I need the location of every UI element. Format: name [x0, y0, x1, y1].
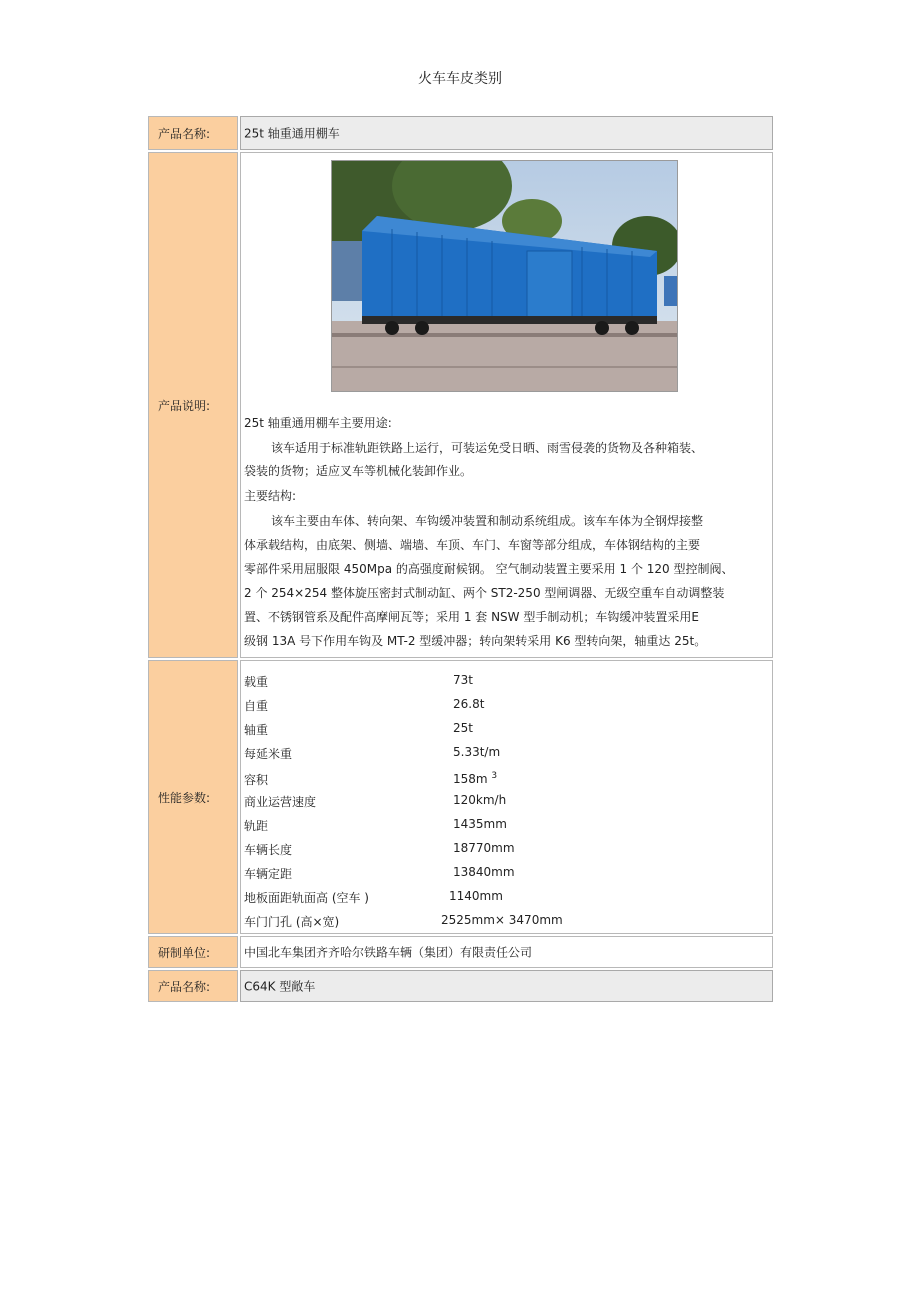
spec-value: 1140mm — [449, 889, 503, 903]
spec-name: 轴重 — [244, 723, 269, 737]
spec-name: 容积 — [244, 773, 269, 787]
spec-value: 1435mm — [453, 817, 507, 831]
spec-value: 5.33t/m — [453, 745, 501, 759]
spec-value: 73t — [453, 673, 473, 687]
spec-name: 车门门孔 (高×宽) — [244, 915, 340, 929]
spec-name: 地板面距轨面高 (空车 ) — [244, 891, 369, 905]
spec-value: 13840mm — [453, 865, 515, 879]
spec-name: 自重 — [244, 699, 269, 713]
usage-line-2: 袋装的货物；适应叉车等机械化装卸作业。 — [244, 464, 473, 478]
unit-superscript: 3 — [491, 771, 498, 781]
specs-label: 性能参数: — [148, 660, 238, 934]
document-title: 火车车皮类别 — [418, 71, 502, 87]
spec-value: 25t — [453, 721, 473, 735]
product-name-cell — [240, 116, 773, 150]
product-name-row-2 — [148, 970, 773, 1002]
spec-name: 商业运营速度 — [244, 795, 317, 809]
developer-cell — [240, 936, 773, 968]
spec-value: 2525mm× 3470mm — [441, 913, 563, 927]
developer-row — [148, 936, 773, 968]
description-label: 产品说明: — [148, 152, 238, 658]
spec-name: 轨距 — [244, 819, 269, 833]
structure-line-1: 该车主要由车体、转向架、车钩缓冲装置和制动系统组成。该车车体为全钢焊接整 — [271, 514, 704, 528]
spec-value: 120km/h — [453, 793, 507, 807]
boxcar-photo — [331, 160, 678, 392]
product-name-cell-2 — [240, 970, 773, 1002]
specs-cell — [240, 660, 773, 934]
product-name-row — [148, 116, 773, 150]
structure-line-3: 零部件采用屈服限 450Mpa 的高强度耐候钢。 空气制动装置主要采用 1 个 120 型控制阀、 — [244, 562, 734, 576]
spec-name: 每延米重 — [244, 747, 293, 761]
spec-value: 18770mm — [453, 841, 515, 855]
structure-line-2: 体承载结构，由底架、侧墙、端墙、车顶、车门、车窗等部分组成，车体钢结构的主要 — [244, 538, 701, 552]
spec-name: 车辆长度 — [244, 843, 293, 857]
product-name-value-2: C64K 型敞车 — [244, 979, 316, 994]
usage-heading: 25t 轴重通用棚车主要用途: — [244, 416, 392, 430]
structure-line-5: 置、不锈钢管系及配件高摩闸瓦等；采用 1 套 NSW 型手制动机；车钩缓冲装置采用E — [244, 610, 699, 624]
spec-value: 158m — [453, 772, 488, 786]
description-cell — [240, 152, 773, 658]
spec-name: 载重 — [244, 675, 269, 689]
product-name-label-2: 产品名称: — [148, 970, 238, 1002]
structure-line-6: 级钢 13A 号下作用车钩及 MT-2 型缓冲器；转向架转采用 K6 型转向架，轴重达 25t。 — [244, 634, 707, 648]
product-name-value: 25t 轴重通用棚车 — [244, 126, 340, 141]
structure-line-4: 2 个 254×254 整体旋压密封式制动缸、两个 ST2-250 型闸调器、无级空重车自动调整装 — [244, 586, 725, 600]
specs-row — [148, 660, 773, 934]
product-name-label: 产品名称: — [148, 116, 238, 150]
developer-value: 中国北车集团齐齐哈尔铁路车辆（集团）有限责任公司 — [244, 945, 533, 960]
spec-value-volume — [453, 771, 497, 786]
structure-heading: 主要结构: — [244, 489, 297, 503]
spec-value: 26.8t — [453, 697, 485, 711]
boxcar-illustration — [332, 161, 677, 391]
developer-label: 研制单位: — [148, 936, 238, 968]
usage-line-1: 该车适用于标准轨距铁路上运行，可装运免受日晒、雨雪侵袭的货物及各种箱装、 — [271, 441, 704, 455]
description-row — [148, 152, 773, 658]
spec-name: 车辆定距 — [244, 867, 293, 881]
